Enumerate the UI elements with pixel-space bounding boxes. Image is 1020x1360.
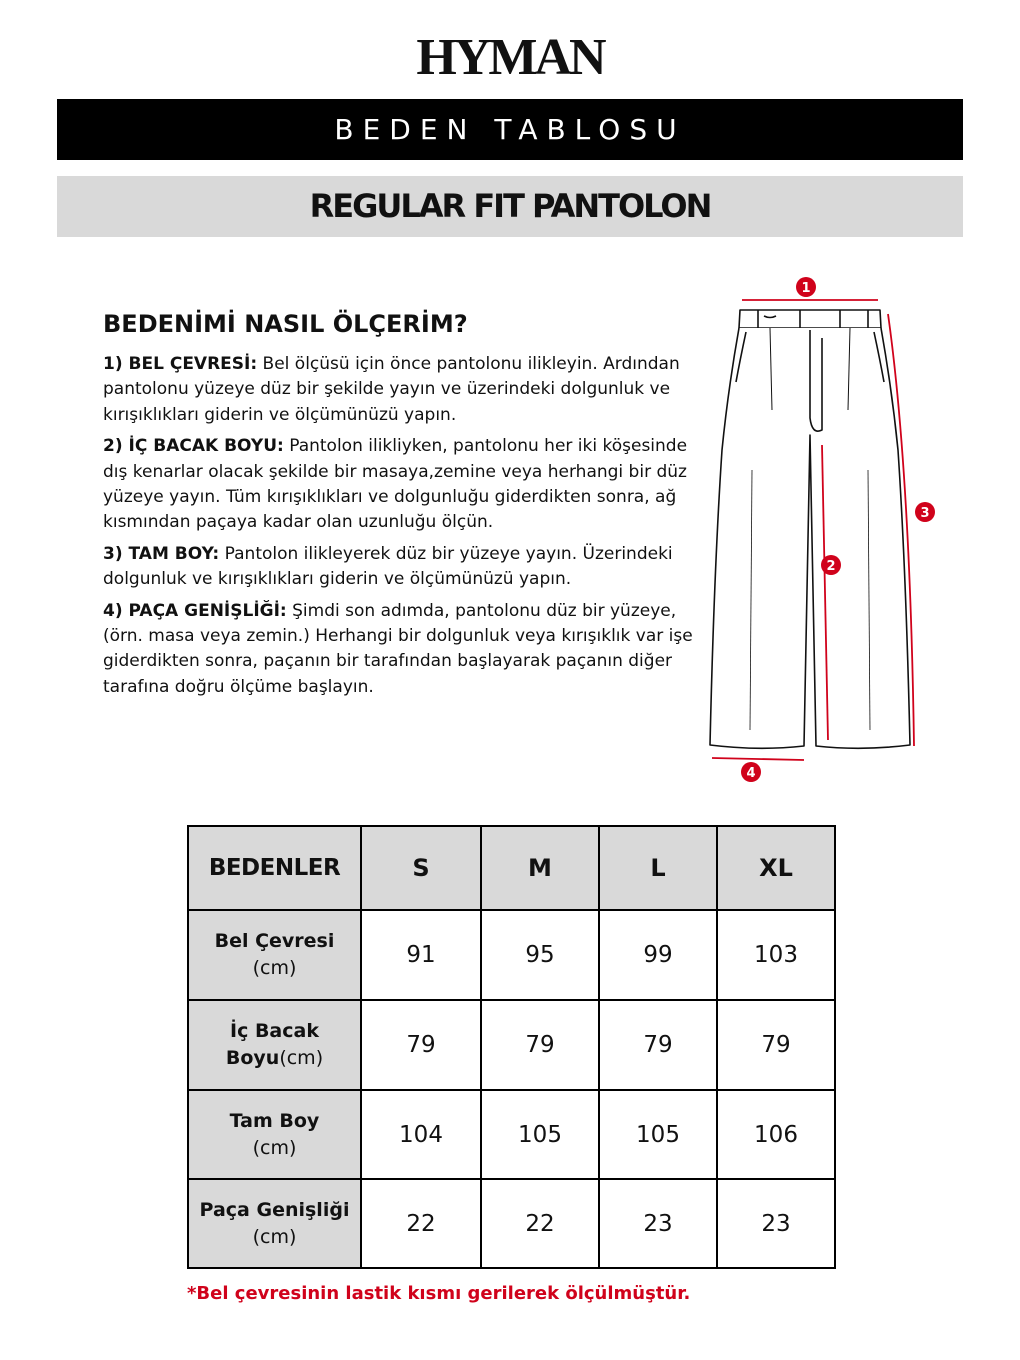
table-cell: 105	[481, 1090, 599, 1179]
header-size-s: S	[361, 826, 481, 910]
footnote: *Bel çevresinin lastik kısmı gerilerek ölçülmüştür.	[187, 1283, 691, 1304]
table-cell: 104	[361, 1090, 481, 1179]
header-size-m: M	[481, 826, 599, 910]
table-cell: 79	[361, 1000, 481, 1090]
table-cell: 22	[481, 1179, 599, 1268]
svg-text:1: 1	[801, 281, 811, 296]
step-waist: 1) BEL ÇEVRESİ: Bel ölçüsü için önce pantolonu ilikleyin. Ardından pantolonu yüzeye düz bir şekilde yayın ve üzerindeki dolgunluk ve kırışıklıkları giderin ve ölçümünüzü yapın.	[103, 354, 680, 425]
table-cell: 91	[361, 910, 481, 1000]
table-cell: 23	[717, 1179, 835, 1268]
row-label-waist: Bel Çevresi (cm)	[188, 910, 361, 1000]
table-cell: 79	[599, 1000, 717, 1090]
size-chart-banner: BEDEN TABLOSU	[57, 99, 963, 160]
header-sizes: BEDENLER	[188, 826, 361, 910]
instructions	[103, 352, 693, 706]
marker-3	[915, 502, 935, 522]
table-row	[188, 1000, 835, 1090]
step-inseam: 2) İÇ BACAK BOYU: Pantolon ilikliyken, pantolonu her iki köşesinde dış kenarlar olacak şekilde bir masaya,zemine veya herhangi bir düz yüzeye yayın. Tüm kırışıklıkları ve dolgunluğu giderdikten sonra, ağ kısmından paçaya kadar olan uzunluğu ölçün.	[103, 436, 688, 533]
svg-text:3: 3	[920, 506, 930, 521]
size-table	[187, 825, 836, 1269]
step-hem-width: 4) PAÇA GENİŞLİĞİ: Şimdi son adımda, pantolonu düz bir yüzeye, (örn. masa veya zemin.) Herhangi bir dolgunluk veya kırışıklık var işe giderdikten sonra, paçanın bir tarafından başlayarak paçanın diğer tarafına doğru ölçüme başlayın.	[103, 600, 693, 697]
table-cell: 79	[481, 1000, 599, 1090]
marker-4	[741, 762, 761, 782]
howto-heading: BEDENİMİ NASIL ÖLÇERİM?	[103, 310, 468, 338]
marker-2	[821, 555, 841, 575]
brand-logo: HYMAN	[416, 29, 604, 86]
header-size-l: L	[599, 826, 717, 910]
svg-text:4: 4	[746, 766, 756, 781]
row-label-inseam: İç Bacak Boyu(cm)	[188, 1000, 361, 1090]
table-cell: 23	[599, 1179, 717, 1268]
table-cell: 106	[717, 1090, 835, 1179]
table-row	[188, 1090, 835, 1179]
table-cell: 99	[599, 910, 717, 1000]
table-row	[188, 1179, 835, 1268]
marker-1	[796, 277, 816, 297]
table-header-row	[188, 826, 835, 910]
table-cell: 103	[717, 910, 835, 1000]
header-size-xl: XL	[717, 826, 835, 910]
row-label-hem-width: Paça Genişliği (cm)	[188, 1179, 361, 1268]
svg-text:2: 2	[826, 559, 836, 574]
product-title: REGULAR FIT PANTOLON	[57, 176, 963, 237]
table-cell: 22	[361, 1179, 481, 1268]
trousers-diagram	[700, 270, 960, 790]
step-total-length: 3) TAM BOY: Pantolon ilikleyerek düz bir yüzeye yayın. Üzerindeki dolgunluk ve kırışıklıkları giderin ve ölçümünüzü yapın.	[103, 543, 673, 590]
table-cell: 105	[599, 1090, 717, 1179]
table-cell: 95	[481, 910, 599, 1000]
table-cell: 79	[717, 1000, 835, 1090]
table-row	[188, 910, 835, 1000]
row-label-total-length: Tam Boy (cm)	[188, 1090, 361, 1179]
trousers-icon	[710, 310, 910, 748]
